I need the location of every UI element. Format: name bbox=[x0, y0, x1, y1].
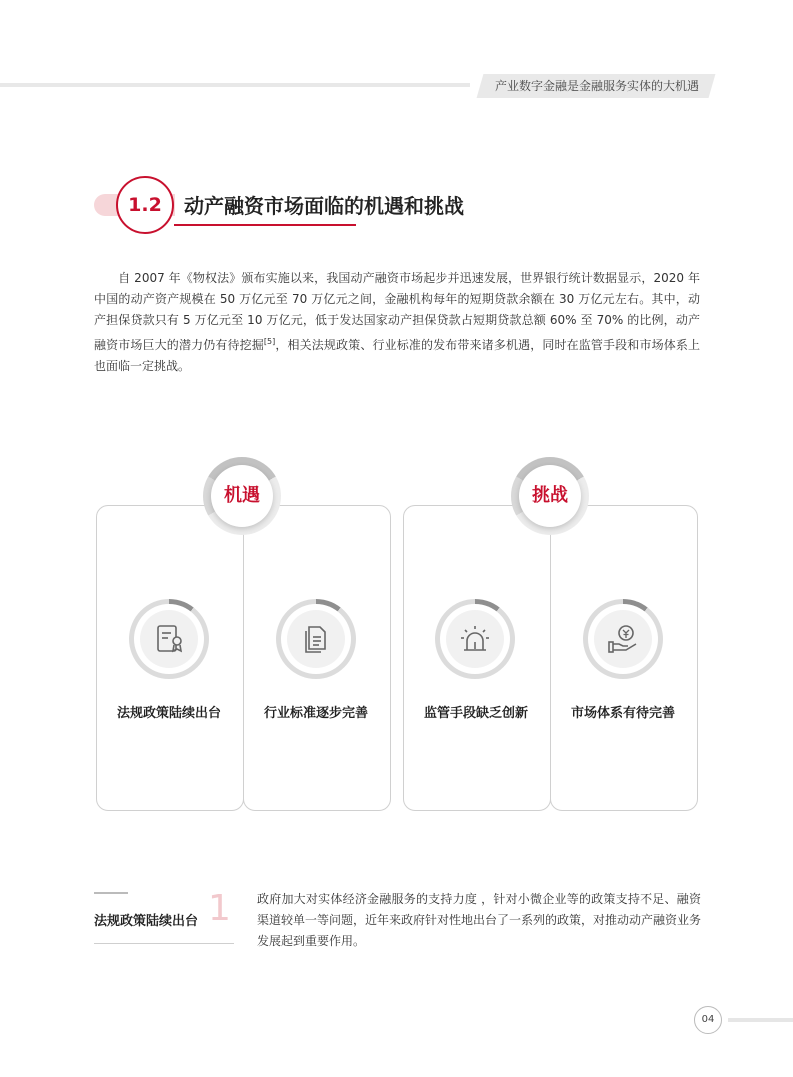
standards-icon-badge bbox=[276, 599, 356, 679]
card-label-supervision: 监管手段缺乏创新 bbox=[423, 706, 528, 721]
detail-accent-rule bbox=[94, 892, 128, 894]
detail-number: 1 bbox=[208, 888, 231, 929]
intro-paragraph bbox=[94, 268, 700, 377]
card-label-policy: 法规政策陆续出台 bbox=[116, 706, 221, 721]
challenge-badge-label: 挑战 bbox=[519, 465, 581, 527]
intro-text-tail: ，相关法规政策、行业标准的发布带来诸多机遇，同时在监管手段和市场体系上也面临一定挑战。 bbox=[94, 338, 700, 373]
section-number: 1.2 bbox=[128, 194, 162, 216]
detail-text: 政府加大对实体经济金融服务的支持力度 ，针对小微企业等的政策支持不足、融资渠道较单一等问题，近年来政府针对性地出台了一系列的政策，对推动动产融资业务发展起到重要作用。 bbox=[257, 892, 702, 948]
documents-icon bbox=[299, 622, 333, 656]
footer-rule bbox=[728, 1018, 793, 1022]
alarm-light-icon bbox=[458, 622, 492, 656]
section-title: 动产融资市场面临的机遇和挑战 bbox=[184, 194, 464, 218]
intro-text-main: 自 2007 年《物权法》颁布实施以来，我国动产融资市场起步并迅速发展，世界银行统计数据显示，2020 年中国的动产资产规模在 50 万亿元至 70 万亿元之间，金融机构每年的短期贷款余额在 30 万亿元左右。其中，动产担保贷款只有 5 万亿元至 10 万亿元，低于发达国家动产担保贷款占短期贷款总额 60% 至 70% 的比例，动产融资市场巨大的潜力仍有待挖掘 bbox=[94, 271, 700, 352]
supervision-icon-badge bbox=[435, 599, 515, 679]
money-hand-icon bbox=[606, 622, 640, 656]
market-icon-badge bbox=[583, 599, 663, 679]
citation-marker: [5] bbox=[263, 337, 276, 346]
policy-document-icon bbox=[152, 622, 186, 656]
policy-icon-badge bbox=[129, 599, 209, 679]
detail-divider bbox=[94, 943, 234, 944]
detail-title: 法规政策陆续出台 bbox=[94, 914, 199, 929]
header-rule bbox=[0, 83, 470, 87]
running-header-title: 产业数字金融是金融服务实体的大机遇 bbox=[494, 79, 699, 93]
challenge-badge bbox=[511, 457, 589, 535]
opportunity-badge-label: 机遇 bbox=[211, 465, 273, 527]
card-label-standards: 行业标准逐步完善 bbox=[263, 706, 368, 721]
page-number: 04 bbox=[701, 1014, 715, 1025]
section-title-underline bbox=[174, 224, 356, 226]
card-label-market: 市场体系有待完善 bbox=[570, 706, 675, 721]
opportunity-badge bbox=[203, 457, 281, 535]
